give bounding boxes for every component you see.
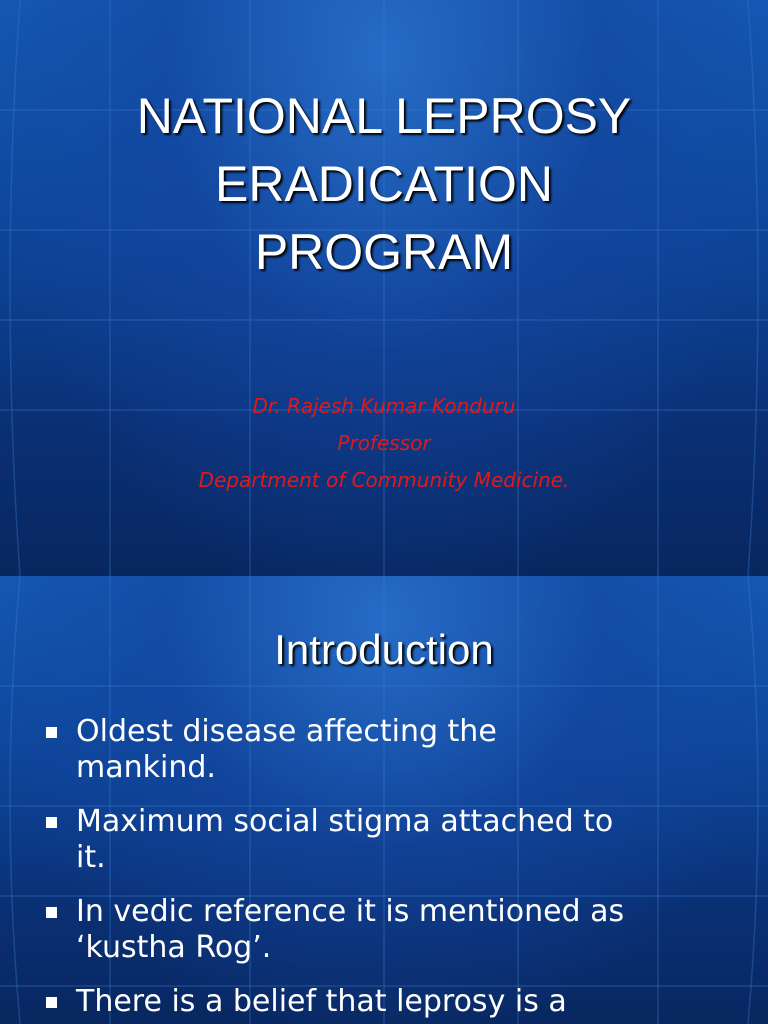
title-line-2: ERADICATION	[215, 156, 553, 212]
bullet-item	[42, 894, 742, 966]
bullet-list	[42, 714, 742, 1024]
bullet-item	[42, 984, 742, 1020]
author-role: Professor	[337, 431, 431, 455]
bullet-text-line: ‘kustha Rog’.	[76, 930, 272, 965]
slide-heading: Introduction	[274, 626, 494, 673]
bullet-item	[42, 714, 742, 786]
bullet-text-line: it.	[76, 840, 106, 875]
square-bullet-icon	[46, 727, 57, 738]
title-line-1: NATIONAL LEPROSY	[136, 88, 632, 144]
slide-title	[0, 82, 768, 286]
square-bullet-icon	[46, 817, 57, 828]
square-bullet-icon	[46, 907, 57, 918]
title-line-3: PROGRAM	[254, 224, 514, 280]
bullet-text-line: Oldest disease affecting the	[76, 714, 497, 749]
author-name: Dr. Rajesh Kumar Konduru	[252, 394, 516, 418]
author-department: Department of Community Medicine.	[198, 468, 570, 492]
bullet-text-line: Maximum social stigma attached to	[76, 804, 614, 839]
bullet-item	[42, 804, 742, 876]
author-block	[0, 388, 768, 499]
bullet-text-line: In vedic reference it is mentioned as	[76, 894, 625, 929]
bullet-text-line: mankind.	[76, 750, 216, 785]
introduction-slide	[0, 576, 768, 1024]
bullet-text-line: There is a belief that leprosy is a	[76, 984, 567, 1019]
square-bullet-icon	[46, 997, 57, 1008]
